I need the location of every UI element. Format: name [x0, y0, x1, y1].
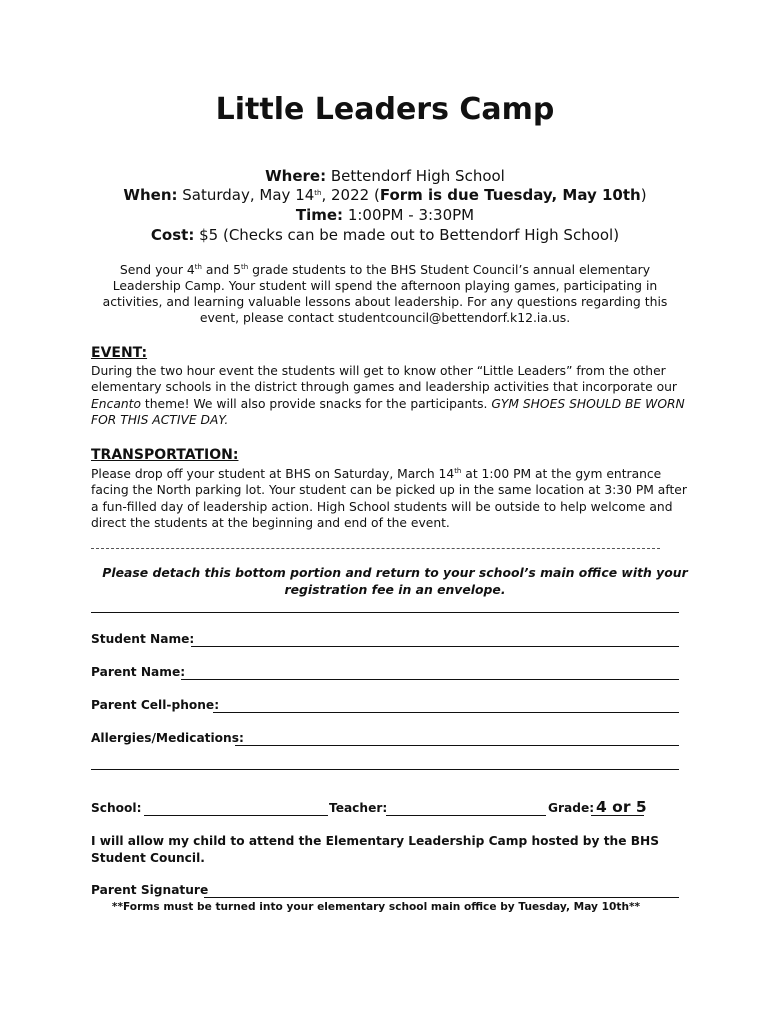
detach-line	[91, 548, 660, 549]
when-date-suffix: th	[314, 189, 322, 197]
parent-name-label: Parent Name:	[91, 665, 186, 679]
when-year: , 2022 (	[321, 186, 380, 204]
allergies-extra-line[interactable]	[91, 769, 679, 770]
form-top-rule	[91, 612, 679, 613]
parent-cell-label: Parent Cell-phone:	[91, 698, 220, 712]
event-text-2: theme! We will also provide snacks for the participants.	[141, 396, 492, 411]
cost-value: $5 (Checks can be made out to Bettendorf High School)	[199, 226, 620, 244]
cost-label: Cost:	[150, 226, 195, 244]
time-label: Time:	[295, 206, 344, 224]
student-name-field[interactable]	[191, 646, 679, 647]
where-label: Where:	[265, 167, 327, 185]
detach-instructions: Please detach this bottom portion and return to your school’s main office with your registration fee in an envelope.	[102, 565, 688, 597]
intro-text-2: and 5	[201, 262, 242, 277]
when-close-paren: )	[640, 186, 647, 204]
transportation-text-2: at 1:00 PM at the gym entrance facing the North parking lot. Your student can be picked up in the same location at 3:30 PM after a fun-filled day of leadership action. High School students will be outside to help welcome and direct the students at the beginning and end of the event.	[91, 467, 687, 530]
intro-sup-2: th	[241, 263, 249, 271]
student-name-label: Student Name:	[91, 632, 195, 646]
where-value: Bettendorf High School	[330, 167, 505, 185]
transportation-text-1: Please drop off your student at BHS on Saturday, March 14	[91, 467, 455, 481]
intro-sup-1: th	[194, 263, 202, 271]
teacher-label: Teacher:	[329, 801, 388, 815]
intro-text-1: Send your 4	[119, 262, 195, 277]
parent-signature-field[interactable]	[204, 897, 679, 898]
intro-paragraph	[95, 262, 675, 326]
event-text-1: During the two hour event the students will get to know other “Little Leaders” from the other elementary schools in the district through games and leadership activities that incorporate our	[91, 364, 677, 395]
consent-statement: I will allow my child to attend the Elementary Leadership Camp hosted by the BHS Student Council.	[91, 834, 659, 865]
grade-value: 4 or 5	[596, 798, 647, 816]
event-heading: EVENT:	[91, 345, 148, 361]
when-line	[0, 186, 770, 204]
when-date: Saturday, May 14	[182, 186, 315, 204]
parent-cell-field[interactable]	[213, 712, 679, 713]
parent-signature-label: Parent Signature	[91, 883, 209, 897]
submission-note: **Forms must be turned into your elementary school main office by Tuesday, May 10th**	[111, 901, 641, 913]
intro-text-3: grade students to the BHS Student Council’s annual elementary Leadership Camp. Your student will spend the afternoon playing games, participating in activities, and learning valuable lessons about leadership. For any questions regarding this event, please contact studentcouncil@bettendorf.k12.ia.us.	[102, 262, 668, 325]
event-paragraph	[91, 363, 691, 428]
event-theme: Encanto	[91, 396, 141, 411]
grade-field[interactable]	[591, 815, 644, 816]
transportation-sup: th	[454, 467, 462, 475]
form-due-date: Form is due Tuesday, May 10th	[379, 186, 641, 204]
allergies-label: Allergies/Medications:	[91, 731, 244, 745]
teacher-field[interactable]	[386, 815, 546, 816]
school-label: School:	[91, 801, 142, 815]
where-line	[0, 167, 770, 185]
transportation-heading: TRANSPORTATION:	[91, 447, 239, 463]
parent-name-field[interactable]	[181, 679, 679, 680]
when-label: When:	[123, 186, 178, 204]
page-title: Little Leaders Camp	[215, 92, 555, 127]
time-value: 1:00PM - 3:30PM	[347, 206, 475, 224]
transportation-paragraph	[91, 466, 691, 531]
time-line	[0, 206, 770, 224]
event-gym-shoes-note: GYM SHOES SHOULD BE WORN FOR THIS ACTIVE DAY.	[91, 396, 685, 427]
allergies-field[interactable]	[235, 745, 679, 746]
school-field[interactable]	[144, 815, 328, 816]
grade-label: Grade:	[548, 801, 595, 815]
cost-line	[0, 226, 770, 244]
